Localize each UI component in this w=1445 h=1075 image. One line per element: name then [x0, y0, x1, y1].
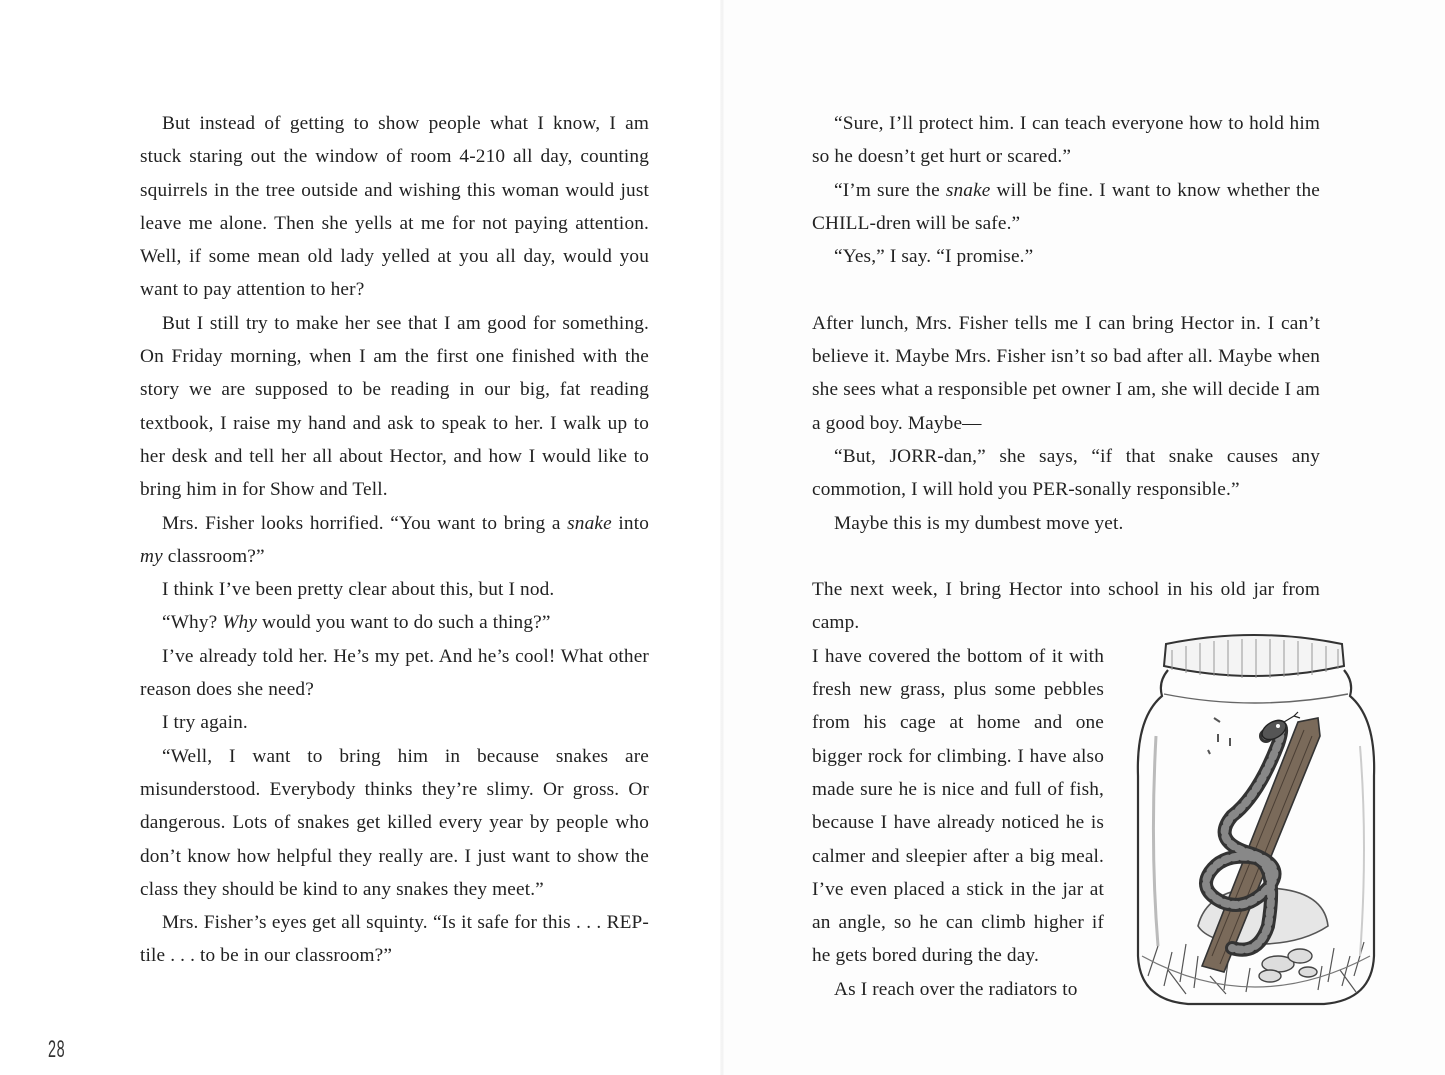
paragraph: “Why? Why would you want to do such a thing?” — [162, 612, 551, 634]
paragraph: “Sure, I’ll protect him. I can teach everyone how to hold him so he doesn’t get hurt or scared.” — [812, 113, 1320, 168]
paragraph: I try again. — [162, 712, 248, 734]
paragraph: “But, JORR-dan,” she says, “if that snake causes any commotion, I will hold you PER-sonally responsible.” — [812, 445, 1320, 501]
paragraph: As I reach over the radiators to — [834, 978, 1078, 1000]
paragraph: Mrs. Fisher looks horrified. “You want to bring a snake into my classroom?” — [140, 512, 649, 567]
paragraph: Maybe this is my dumbest move yet. — [834, 512, 1124, 534]
paragraph: I’ve already told her. He’s my pet. And he’s cool! What other reason does she need? — [140, 645, 649, 701]
paragraph: The next week, I bring Hector into school in his old jar from camp. — [812, 579, 1320, 634]
paragraph: “Yes,” I say. “I promise.” — [834, 246, 1034, 268]
book-gutter — [720, 0, 724, 1075]
paragraph: “Well, I want to bring him in because snakes are misunderstood. Everybody thinks they’re slimy. Or gross. Or dangerous. Lots of snakes get killed every year by people who don’t know how helpful they really are. I just want to show the class they should be kind to any snakes they meet.” — [140, 745, 649, 900]
paragraph: I think I’ve been pretty clear about this, but I nod. — [162, 579, 555, 601]
paragraph: “I’m sure the snake will be fine. I want to know whether the CHILL-dren will be safe.” — [812, 179, 1320, 234]
left-page-text — [140, 107, 649, 973]
paragraph: But I still try to make her see that I am good for something. On Friday morning, when I am the first one finished with the story we are supposed to be reading in our big, fat reading textbook, I raise my hand and ask to speak to her. I walk up to her desk and tell her all about Hector, and how I would like to bring him in for Show and Tell. — [140, 312, 649, 501]
paragraph: I have covered the bottom of it with fresh new grass, plus some pebbles from his cage at home and one bigger rock for climbing. I have also made sure he is nice and full of fish, because I have already noticed he is calmer and sleepier after a big meal. I’ve even placed a stick in the jar at an angle, so he can climb higher if he gets bored during the day. — [812, 645, 1104, 967]
paragraph: After lunch, Mrs. Fisher tells me I can bring Hector in. I can’t believe it. Maybe Mrs. Fisher isn’t so bad after all. Maybe when she sees what a responsible pet owner I am, she will decide I am a good boy. Maybe— — [812, 312, 1320, 434]
snake-in-jar-illustration — [1128, 626, 1380, 1011]
paragraph: But instead of getting to show people what I know, I am stuck staring out the window of room 4-210 all day, counting squirrels in the tree outside and wishing this woman would just leave me alone. Then she yells at me for not paying attention. Well, if some mean old lady yelled at you all day, would you want to pay attention to her? — [140, 113, 649, 301]
page-number: 28 — [48, 1036, 66, 1063]
paragraph: Mrs. Fisher’s eyes get all squinty. “Is it safe for this . . . REP-tile . . . to be in our classroom?” — [140, 912, 649, 967]
